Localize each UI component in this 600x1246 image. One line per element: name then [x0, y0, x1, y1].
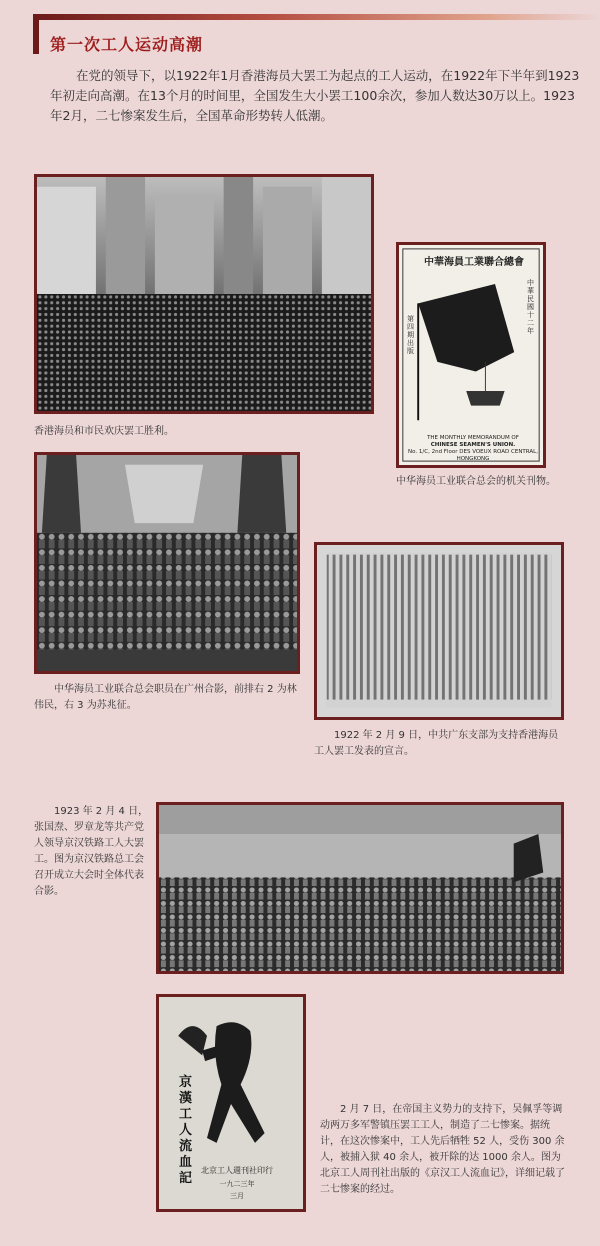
- photo-book-cover: [156, 994, 306, 1212]
- journal-title-en-2: CHINESE SEAMEN'S UNION.: [430, 442, 516, 448]
- book-publisher: 北京工人週刊社印行: [201, 1166, 273, 1175]
- intro-paragraph: 在党的领导下，以1922年1月香港海员大罢工为起点的工人运动，在1922年下半年到1923年初走向高潮。在13个月的时间里，全国发生大小罢工100余次，参加人数达30万以上。1923年2月，二七惨案发生后，全国革命形势转人低潮。: [50, 68, 580, 123]
- photo-railway-union: [156, 802, 564, 974]
- journal-cover-illustration: [399, 245, 543, 465]
- photo-union-staff: [34, 452, 300, 674]
- journal-title-en-1: THE MONTHLY MEMORANDUM OF: [427, 435, 519, 441]
- journal-title-cn: 中華海員工業聯合總會: [424, 257, 524, 268]
- page-title: 第一次工人运动高潮: [50, 35, 204, 54]
- journal-address: No. 1/C, 2nd Floor DES VOEUX ROAD CENTRAL,: [408, 449, 538, 455]
- caption-union-staff: 中华海员工业联合总会职员在广州合影，前排右 2 为林伟民，右 3 为苏兆征。: [34, 684, 297, 711]
- journal-city: HONGKONG: [456, 456, 490, 462]
- photo-declaration: [314, 542, 564, 720]
- book-month: 三月: [230, 1192, 244, 1200]
- photo-journal-cover: [396, 242, 546, 468]
- caption-crowd: 香港海员和市民欢庆罢工胜利。: [34, 426, 174, 437]
- caption-railway: 1923 年 2 月 4 日，张国焘、罗章龙等共产党人领导京汉铁路工人大罢工。图为京汉铁路总工会召开成立大会时全体代表合影。: [34, 806, 149, 897]
- header-bar: [33, 14, 600, 20]
- caption-massacre: 2 月 7 日，在帝国主义势力的支持下，吴佩孚等调动两万多军警镇压罢工工人，制造了二七惨案。据统计，在这次惨案中，工人先后牺牲 52 人，受伤 300 余人，被捕入狱 40 余人，被开除的达 1000 余人。图为北京工人周刊社出版的《京汉工人流血记》，详细记载了二七惨案的经过。: [320, 1104, 565, 1195]
- caption-declaration: 1922 年 2 月 9 日，中共广东支部为支持香港海员工人罢工发表的宣言。: [314, 730, 559, 757]
- title-marker: [33, 20, 39, 54]
- journal-issue: 第四期出版: [407, 315, 414, 355]
- book-date: 一九二三年: [219, 1180, 255, 1188]
- caption-journal: 中华海员工业联合总会的机关刊物。: [396, 476, 556, 487]
- journal-side-text: 中華民國十二年: [527, 279, 534, 335]
- book-title: 京漢工人流血記: [179, 1075, 193, 1186]
- photo-crowd-celebration: [34, 174, 374, 414]
